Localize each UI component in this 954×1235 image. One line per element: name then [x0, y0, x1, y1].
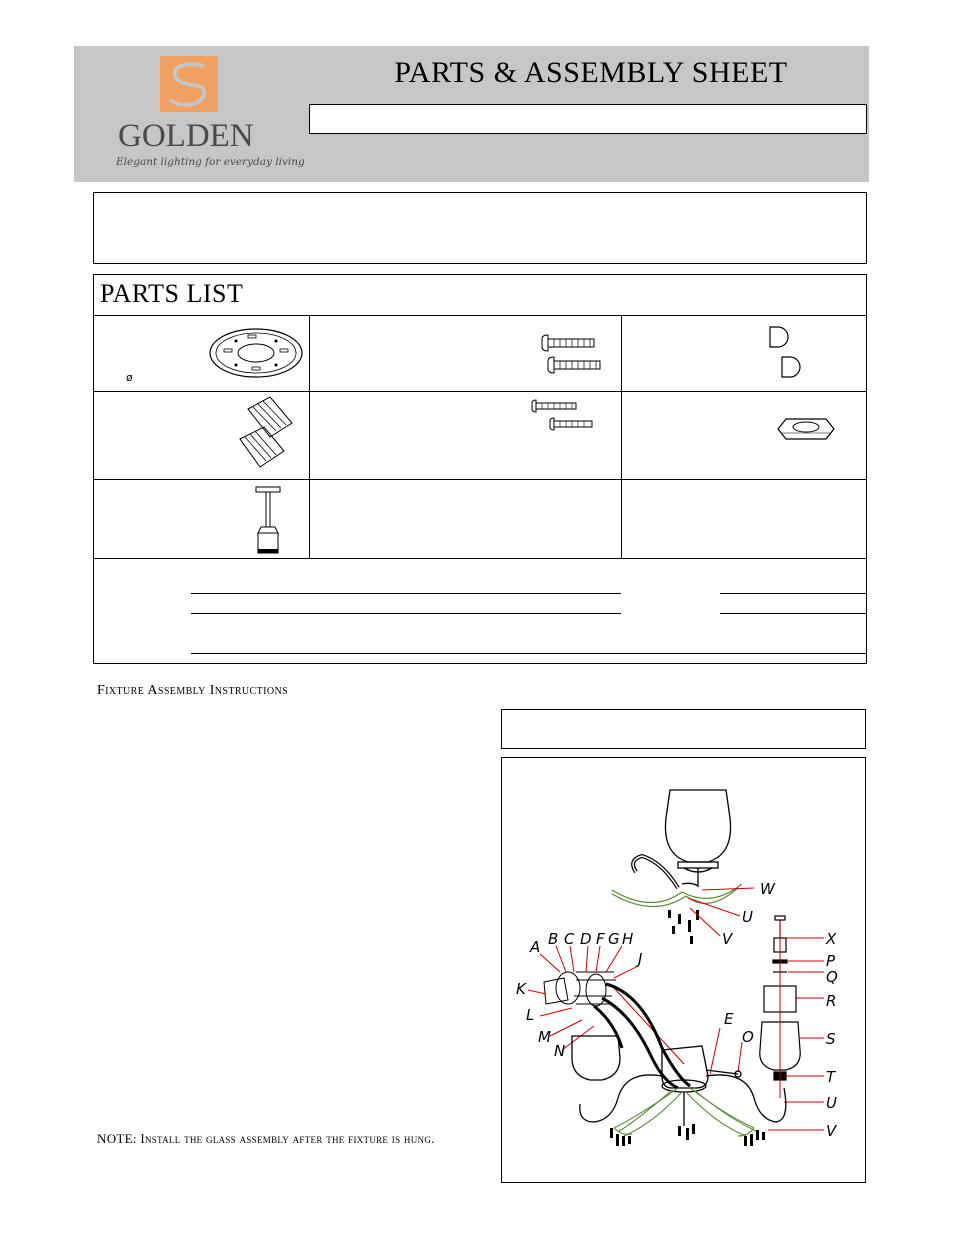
diameter-symbol: ø: [126, 371, 133, 384]
callout-s: S: [826, 1030, 836, 1048]
brand-tagline: Elegant lighting for everyday living: [116, 156, 305, 168]
parts-list-title: PARTS LIST: [100, 279, 244, 308]
callout-u: U: [826, 1094, 837, 1112]
logo-mark-icon: [160, 56, 218, 112]
callout-v: V: [826, 1122, 837, 1140]
signature-line: [191, 593, 621, 594]
instructions-heading: Fixture Assembly Instructions: [97, 683, 289, 698]
callout-x: X: [826, 930, 837, 948]
callout-e: E: [724, 1010, 734, 1028]
right-callout-lines: [768, 938, 824, 1130]
callout-r: R: [826, 992, 837, 1010]
hex-nut-icon: [776, 415, 836, 443]
callout-g: G: [608, 930, 620, 948]
callout-w: W: [760, 880, 775, 898]
table-divider: [94, 391, 866, 392]
signature-line: [720, 593, 866, 594]
chandelier-diagram: [502, 758, 865, 1182]
assembly-diagram: [501, 757, 866, 1183]
shade-detail: [633, 790, 730, 888]
callout-n: N: [554, 1042, 566, 1060]
notice-box: [93, 192, 867, 264]
callout-d: D: [580, 930, 592, 948]
screw-icon: [540, 333, 602, 381]
callout-b: B: [548, 930, 559, 948]
table-divider: [94, 315, 866, 316]
callout-p: P: [826, 952, 836, 970]
table-column-divider: [621, 315, 622, 558]
assembly-note: NOTE: Install the glass assembly after the fixture is hung.: [97, 1131, 435, 1146]
diagram-label-box: [501, 709, 866, 749]
callout-h: H: [622, 930, 634, 948]
signature-line: [191, 653, 866, 654]
table-divider: [94, 479, 866, 480]
callout-f: F: [596, 930, 605, 948]
parts-list-table: [93, 274, 867, 664]
table-divider: [94, 558, 866, 559]
small-screw-icon: [530, 399, 594, 439]
callout-c: C: [564, 930, 575, 948]
callout-m: M: [538, 1028, 551, 1046]
callout-l: L: [526, 1006, 535, 1024]
signature-line: [191, 613, 621, 614]
mounting-plate-icon: [208, 323, 304, 383]
callout-q: Q: [826, 968, 838, 986]
brand-logo: [108, 54, 305, 179]
header-band: [74, 46, 869, 182]
callout-u-top: U: [742, 908, 753, 926]
callout-v-top: V: [722, 930, 733, 948]
brand-name: GOLDEN: [118, 118, 254, 154]
wire-connector-icon: [236, 395, 296, 475]
callout-t: T: [826, 1068, 836, 1086]
chandelier-body: [572, 1036, 786, 1126]
bead-drops: [610, 1124, 765, 1146]
model-title-bar: [309, 104, 867, 134]
table-column-divider: [309, 315, 310, 558]
page-title: PARTS & ASSEMBLY SHEET: [394, 56, 788, 89]
cap-nut-icon: [764, 323, 808, 383]
signature-line: [720, 613, 866, 614]
callout-o: O: [742, 1028, 754, 1046]
threaded-pipe-icon: [254, 485, 284, 557]
top-bead-drops: [668, 910, 699, 944]
callout-a: A: [530, 938, 541, 956]
callout-j: J: [638, 950, 643, 968]
callout-k: K: [516, 980, 526, 998]
